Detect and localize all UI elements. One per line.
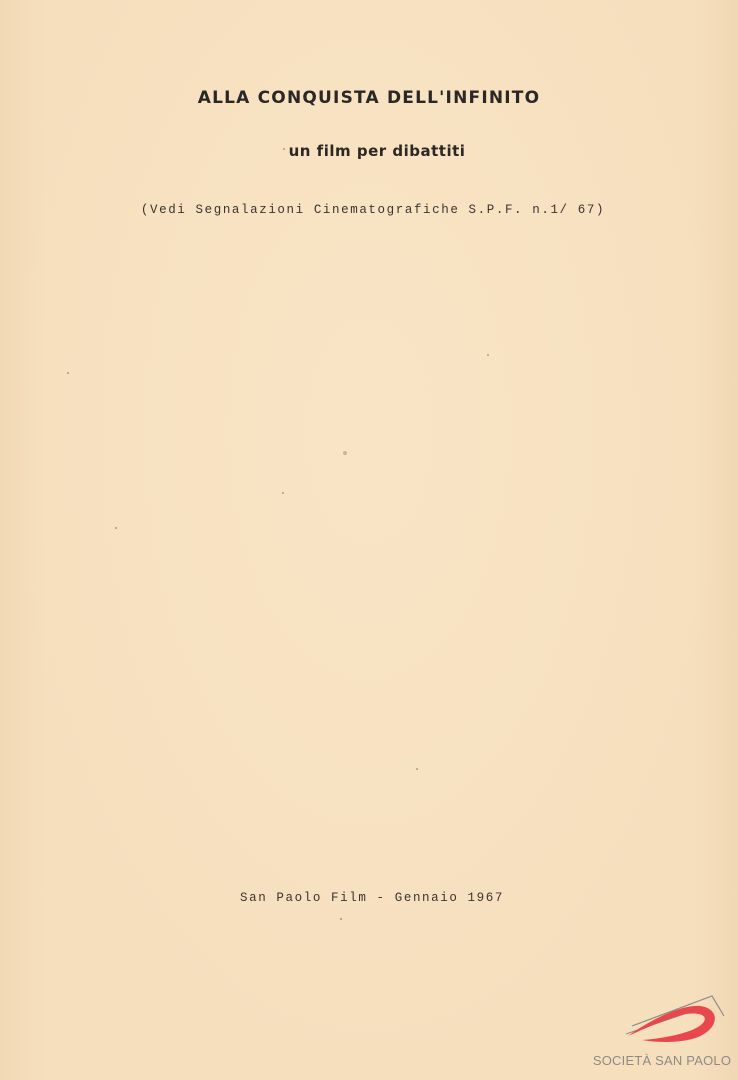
paper-speck (416, 768, 418, 770)
reference-note: (Vedi Segnalazioni Cinematografiche S.P.F. n.1/ 67) (140, 203, 606, 217)
paper-speck (487, 354, 489, 356)
societa-san-paolo-logo (590, 990, 735, 1076)
paper-speck (340, 918, 342, 920)
paper-speck (67, 372, 69, 374)
paper-speck (343, 451, 347, 455)
document-title: ALLA CONQUISTA DELL'INFINITO (197, 88, 541, 108)
paper-speck (282, 492, 284, 494)
publisher-footer: San Paolo Film - Gennaio 1967 (240, 891, 504, 905)
san-paolo-swoosh-icon (620, 990, 728, 1052)
logo-text: SOCIETÀ SAN PAOLO (592, 1053, 732, 1068)
paper-speck (115, 527, 117, 529)
paper-speck (283, 148, 285, 150)
document-subtitle: un film per dibattiti (288, 142, 466, 160)
